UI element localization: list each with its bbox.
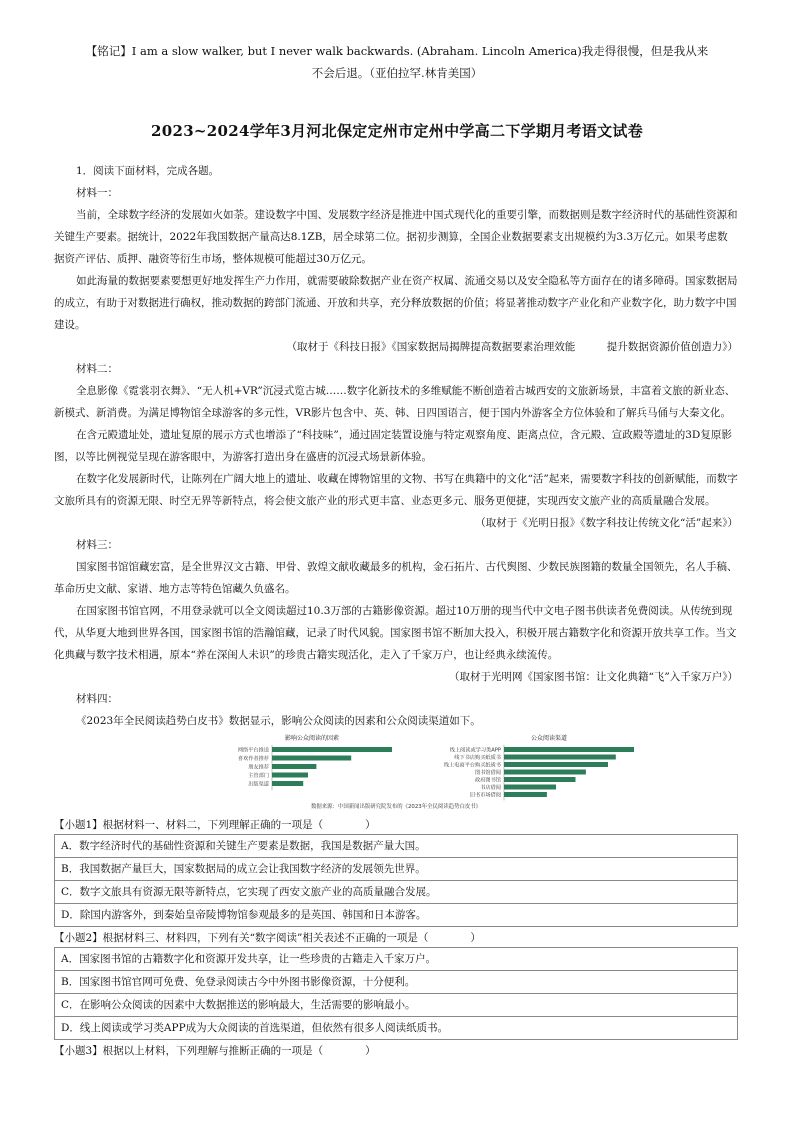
q1-option-d[interactable]: D．除国内游客外，到秦始皇帝陵博物馆参观最多的是英国、韩国和日本游客。 — [54, 904, 738, 927]
material-2-label: 材料二： — [76, 363, 118, 375]
material-3-source: （取材于光明网《国家图书馆：让文化典籍“飞”入千家万户》） — [449, 671, 738, 683]
exam-content — [54, 160, 738, 1060]
reading-charts-svg — [54, 732, 738, 812]
material-4-label: 材料四： — [76, 693, 118, 705]
chart-1-category-label: 出版渠道 — [248, 781, 269, 788]
chart-2-bar — [504, 785, 556, 790]
chart-2-title: 公众阅读渠道 — [530, 735, 568, 742]
chart-1-category-label: 喜欢作者推荐 — [237, 756, 269, 762]
chart-source-note: 数据来源：中国新闻出版研究院发布的《2023年全民阅读趋势白皮书》 — [310, 804, 482, 810]
q2-option-b[interactable]: B．国家图书馆官网可免费、免登录阅读古今中外图书影像资源，十分便利。 — [54, 971, 738, 994]
question-1-options — [54, 834, 738, 927]
chart-1-bar — [272, 773, 308, 778]
instruction: 1．阅读下面材料，完成各题。 — [76, 165, 220, 177]
material-2-source: （取材于《光明日报》《数字科技让传统文化“活”起来》） — [475, 517, 738, 529]
q1-option-b[interactable]: B．我国数据产量巨大，国家数据局的成立会让我国数字经济的发展领先世界。 — [54, 858, 738, 881]
chart-1-category-label: 网络平台推送 — [237, 747, 269, 754]
chart-2-bar — [504, 777, 576, 782]
chart-2-bar — [504, 770, 586, 775]
chart-2-category-label: 旧书市场借阅 — [469, 792, 501, 799]
chart-2-bar — [504, 747, 634, 752]
chart-1-category-label: 主管部门 — [248, 773, 269, 779]
question-1-stem: 【小题1】根据材料一、材料二，下列理解正确的一项是（ ） — [54, 819, 376, 831]
chart-2-bar — [504, 762, 608, 767]
material-1-para-2: 如此海量的数据要素要想更好地发挥生产力作用，就需要破除数据产业在资产权属、流通交易以及安全隐私等方面存在的诸多障碍。国家数据局的成立，有助于对数据进行确权，推动数据的跨部门流通、开放和共享，充分释放数据的价值；将显著推动数字产业化和产业数字化，助力数字中国建设。 — [54, 275, 738, 331]
material-3-label: 材料三： — [76, 539, 118, 551]
chart-2-category-label: 线上阅读或学习类APP — [449, 747, 501, 754]
material-3-para-2: 在国家图书馆官网，不用登录就可以全文阅读超过10.3万部的古籍影像资源。超过10万册的现当代中文电子图书供读者免费阅读。从传统到现代，从华夏大地到世界各国，国家图书馆的浩瀚馆藏，记录了时代风貌。国家图书馆不断加大投入，积极开展古籍数字化和资源开放共享工作。当文化典藏与数字技术相遇，原本“养在深闺人未识”的珍贵古籍实现活化，走入了千家万户，也让经典永续流传。 — [54, 605, 737, 661]
q2-option-d[interactable]: D．线上阅读或学习类APP成为大众阅读的首选渠道，但依然有很多人阅读纸质书。 — [54, 1017, 738, 1040]
chart-2-bar — [504, 792, 547, 797]
chart-2-bar — [504, 755, 616, 760]
material-1-label: 材料一： — [76, 187, 118, 199]
material-2-para-2: 在含元殿遗址处，遗址复原的展示方式也增添了“科技味”，通过固定装置设施与特定观察角度、距离点位，含元殿、宣政殿等遗址的3D复原影图，以等比例视觉呈现在游客眼中，为游客打造出身在盛唐的沉浸式场景新体验。 — [54, 429, 732, 463]
material-3-para-1: 国家图书馆馆藏宏富，是全世界汉文古籍、甲骨、敦煌文献收藏最多的机构，金石拓片、古代舆图、少数民族图籍的数量全国领先，名人手稿、革命历史文献、家谱、地方志等特色馆藏久负盛名。 — [54, 561, 738, 595]
chart-2-category-label: 书店借阅 — [480, 785, 501, 791]
q1-option-a[interactable]: A．数字经济时代的基础性资源和关键生产要素是数据，我国是数据产量大国。 — [54, 834, 738, 858]
chart-2-category-label: 线上电商平台购买纸质书 — [443, 762, 501, 769]
motto — [40, 40, 754, 84]
reading-charts-figure — [54, 732, 738, 812]
chart-1-title: 影响公众阅读的因素 — [284, 735, 340, 742]
question-2-stem: 【小题2】根据材料三、材料四，下列有关“数字阅读”相关表述不正确的一项是（ ） — [54, 932, 481, 944]
chart-1-bar — [272, 781, 303, 786]
q2-option-c[interactable]: C．在影响公众阅读的因素中大数据推送的影响最大，生活需要的影响最小。 — [54, 994, 738, 1017]
q1-option-c[interactable]: C．数字文旅具有资源无限等新特点，它实现了西安文旅产业的高质量融合发展。 — [54, 881, 738, 904]
material-1-source: （取材于《科技日报》《国家数据局揭牌提高数据要素治理效能 提升数据资源价值创造力》） — [286, 341, 738, 353]
question-3-stem: 【小题3】根据以上材料，下列理解与推断正确的一项是（ ） — [54, 1045, 376, 1057]
material-4-para-1: 《2023年全民阅读趋势白皮书》数据显示，影响公众阅读的因素和公众阅读渠道如下。 — [76, 715, 481, 727]
chart-1-bar — [272, 747, 392, 752]
question-2-options — [54, 947, 738, 1040]
chart-2-category-label: 政府图书馆 — [475, 777, 501, 784]
chart-1-category-label: 朋友推荐 — [248, 764, 269, 771]
motto-line-2: 不会后退。（亚伯拉罕.林肯美国） — [311, 66, 483, 80]
motto-line-1: 【铭记】I am a slow walker, but I never walk backwards. (Abraham. Lincoln America)我走得很慢，但是我从来 — [85, 44, 709, 58]
chart-2-category-label: 图书馆借阅 — [475, 770, 501, 776]
chart-1-bar — [272, 764, 316, 769]
material-2-para-1: 全息影像《霓裳羽衣舞》、“无人机+VR”沉浸式览古城……数字化新技术的多维赋能不断创造着古城西安的文旅新场景，丰富着文旅的新业态、新模式、新消费。为满足博物馆全球游客的多元性，VR影片包含中、英、韩、日四国语言，便于国内外游客全方位体验和了解兵马俑与大秦文化。 — [54, 385, 736, 419]
chart-1-bar — [272, 756, 351, 761]
chart-2-category-label: 线下书店购买纸质书 — [454, 755, 501, 761]
page-title: 2023~2024学年3月河北保定定州市定州中学高二下学期月考语文试卷 — [150, 122, 643, 140]
material-2-para-3: 在数字化发展新时代，让陈列在广阔大地上的遗址、收藏在博物馆里的文物、书写在典籍中的文化“活”起来，需要数字科技的创新赋能，而数字文旅所具有的资源无限、时空无界等新特点，将会使文旅产业的形式更丰富、业态更多元、服务更便捷，实现西安文旅产业的高质量融合发展。 — [54, 473, 738, 507]
material-1-para-1: 当前，全球数字经济的发展如火如荼。建设数字中国、发展数字经济是推进中国式现代化的重要引擎，而数据则是数字经济时代的基础性资源和关键生产要素。据统计，2022年我国数据产量高达8.1ZB，居全球第二位。据初步测算，全国企业数据要素支出规模约为3.3万亿元。如果考虑数据资产评估、质押、融资等衍生市场，整体规模可能超过30万亿元。 — [54, 209, 738, 265]
q2-option-a[interactable]: A．国家图书馆的古籍数字化和资源开发共享，让一些珍贵的古籍走入千家万户。 — [54, 947, 738, 971]
